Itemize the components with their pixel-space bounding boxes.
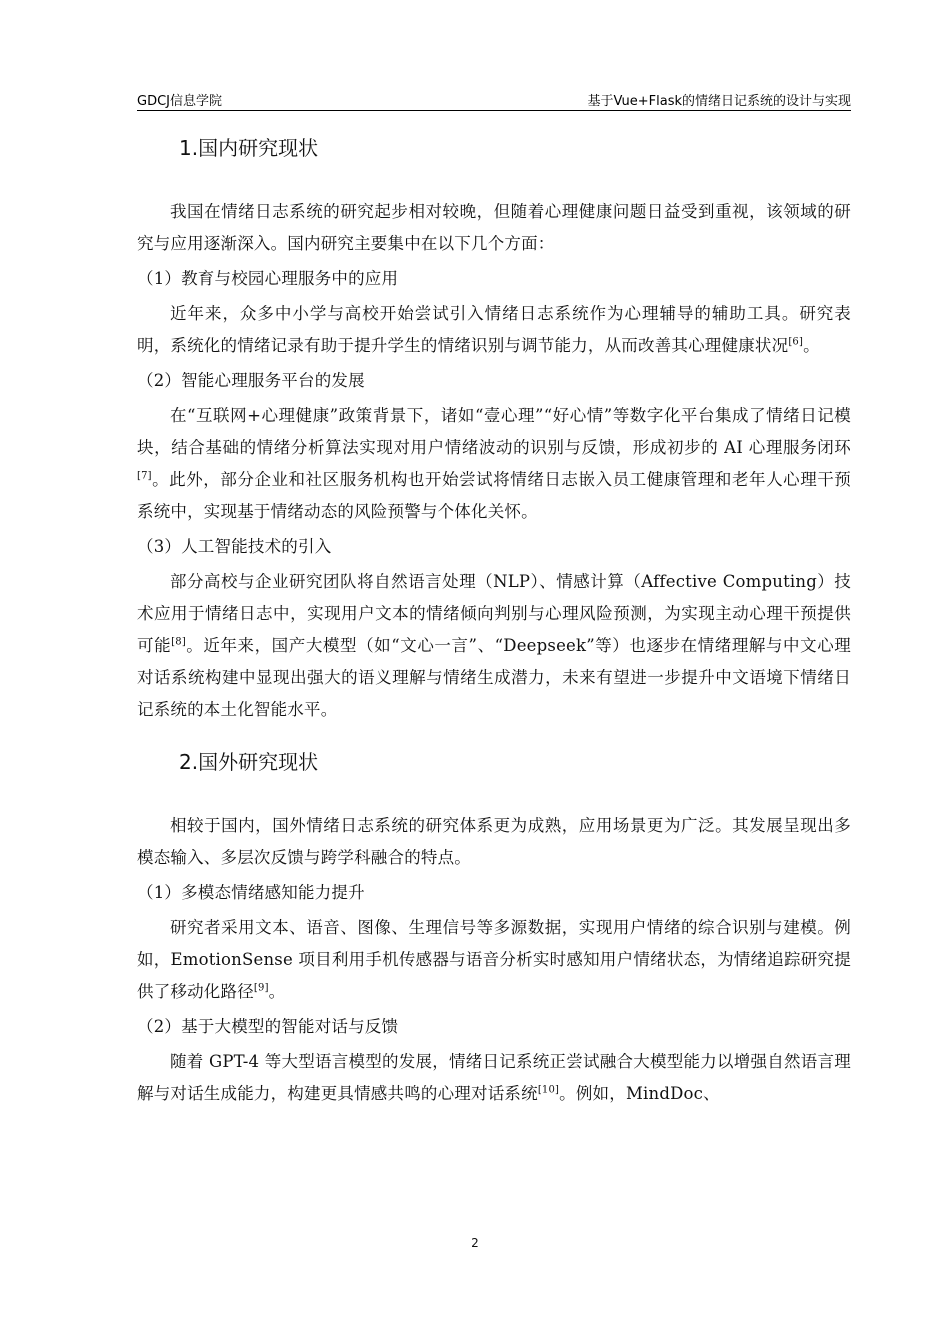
page-number: 2: [471, 1236, 479, 1250]
paragraph-text: 部分高校与企业研究团队将自然语言处理（NLP）、情感计算（Affective Computing）技术应用于情绪日志中，实现用户文本的情绪倾向判别与心理风险预测，为实现主动心理干预提供可能: [137, 572, 851, 655]
paragraph-text-end: 。: [803, 336, 820, 355]
citation-ref: [9]: [253, 982, 269, 994]
paragraph-platforms: [137, 400, 851, 528]
paragraph-text-end: 。近年来，国产大模型（如“文心一言”、“Deepseek”等）也逐步在情绪理解与中文心理对话系统构建中显现出强大的语义理解与情绪生成潜力，未来有望进一步提升中文语境下情绪日记系统的本土化智能水平。: [137, 636, 851, 719]
page-body: [137, 128, 851, 1110]
citation-ref: [7]: [137, 470, 152, 482]
paragraph-text-end: 。例如，MindDoc、: [559, 1084, 720, 1103]
paragraph-domestic-intro: 我国在情绪日志系统的研究起步相对较晚，但随着心理健康问题日益受到重视，该领域的研究与应用逐渐深入。国内研究主要集中在以下几个方面：: [137, 202, 851, 253]
page-header: [137, 88, 851, 111]
paragraph-text: 随着 GPT-4 等大型语言模型的发展，情绪日记系统正尝试融合大模型能力以增强自然语言理解与对话生成能力，构建更具情感共鸣的心理对话系统: [137, 1052, 851, 1103]
subheading-platforms: （2）智能心理服务平台的发展: [137, 371, 365, 390]
paragraph-text: 近年来，众多中小学与高校开始尝试引入情绪日志系统作为心理辅导的辅助工具。研究表明，系统化的情绪记录有助于提升学生的情绪识别与调节能力，从而改善其心理健康状况: [137, 304, 851, 355]
subheading-llm: （2）基于大模型的智能对话与反馈: [137, 1017, 399, 1036]
citation-ref: [6]: [788, 336, 804, 348]
section-heading-foreign: 2.国外研究现状: [179, 750, 319, 774]
header-institution: GDCJ信息学院: [137, 94, 222, 109]
subheading-education: （1）教育与校园心理服务中的应用: [137, 269, 399, 288]
paragraph-text-end: 。: [268, 982, 286, 1001]
paragraph-text: 研究者采用文本、语音、图像、生理信号等多源数据，实现用户情绪的综合识别与建模。例如，EmotionSense 项目利用手机传感器与语音分析实时感知用户情绪状态，为情绪追踪研究提供了移动化路径: [137, 918, 851, 1001]
paragraph-ai: [137, 566, 851, 726]
header-thesis-title: 基于Vue+Flask的情绪日记系统的设计与实现: [587, 94, 851, 109]
paragraph-education: [137, 298, 851, 362]
paragraph-foreign-intro: 相较于国内，国外情绪日志系统的研究体系更为成熟，应用场景更为广泛。其发展呈现出多模态输入、多层次反馈与跨学科融合的特点。: [137, 816, 851, 867]
citation-ref: [10]: [537, 1084, 560, 1096]
subheading-multimodal: （1）多模态情绪感知能力提升: [137, 883, 365, 902]
paragraph-llm: [137, 1046, 851, 1110]
paragraph-multimodal: [137, 912, 851, 1008]
section-heading-domestic: 1.国内研究现状: [179, 136, 319, 160]
citation-ref: [8]: [171, 636, 186, 648]
paragraph-text: 在“互联网+心理健康”政策背景下，诸如“壹心理”“好心情”等数字化平台集成了情绪日记模块，结合基础的情绪分析算法实现对用户情绪波动的识别与反馈，形成初步的 AI 心理服务闭环: [137, 406, 851, 457]
subheading-ai: （3）人工智能技术的引入: [137, 537, 332, 556]
paragraph-text-end: 。此外，部分企业和社区服务机构也开始尝试将情绪日志嵌入员工健康管理和老年人心理干预系统中，实现基于情绪动态的风险预警与个体化关怀。: [137, 470, 851, 521]
